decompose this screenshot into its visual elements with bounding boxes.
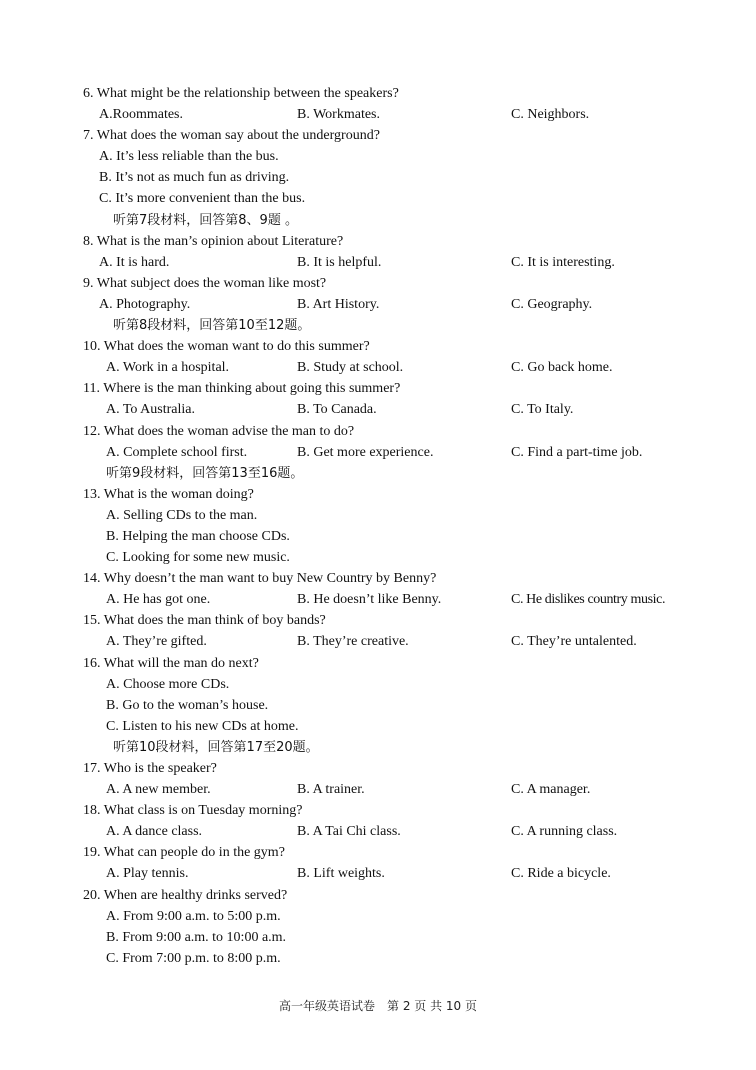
question-stem: 10. What does the woman want to do this summer? xyxy=(83,339,370,355)
option-b: B. They’re creative. xyxy=(297,634,409,650)
section-instruction: 听第10段材料，回答第17至20题。 xyxy=(113,739,319,755)
option-b: B. Lift weights. xyxy=(297,866,385,882)
options-row xyxy=(83,779,723,800)
question-stem: 12. What does the woman advise the man to do? xyxy=(83,423,355,439)
option-a: A. They’re gifted. xyxy=(106,634,207,650)
option-a: A. Selling CDs to the man. xyxy=(106,507,258,523)
option-a: A. From 9:00 a.m. to 5:00 p.m. xyxy=(106,908,281,924)
options-row xyxy=(83,357,723,378)
section-instruction: 听第7段材料，回答第8、9题 。 xyxy=(113,212,298,228)
question-stem: 20. When are healthy drinks served? xyxy=(83,887,288,903)
option-a: A. Choose more CDs. xyxy=(106,676,230,692)
option-a: A. A dance class. xyxy=(106,824,203,840)
options-row xyxy=(83,631,723,652)
option-c: C. He dislikes country music. xyxy=(511,592,666,608)
option-c: C. Ride a bicycle. xyxy=(511,866,611,882)
option-c: C. Go back home. xyxy=(511,360,613,376)
section-instruction: 听第9段材料，回答第13至16题。 xyxy=(106,465,304,481)
option-c: C. Looking for some new music. xyxy=(106,550,290,566)
option-c: C. To Italy. xyxy=(511,402,574,418)
question-stem: 11. Where is the man thinking about going this summer? xyxy=(83,381,401,397)
option-b: B. A Tai Chi class. xyxy=(297,824,401,840)
option-a: A. Complete school first. xyxy=(106,444,248,460)
option-a: A. To Australia. xyxy=(106,402,195,418)
question-stem: 7. What does the woman say about the underground? xyxy=(83,128,380,144)
option-b: B. To Canada. xyxy=(297,402,377,418)
question-stem: 17. Who is the speaker? xyxy=(83,761,217,776)
question-stem: 9. What subject does the woman like most? xyxy=(83,275,327,291)
page-footer: 高一年级英语试卷 第 2 页 共 10 页 xyxy=(279,999,477,1013)
option-a: A. It’s less reliable than the bus. xyxy=(99,149,279,165)
option-a: A. A new member. xyxy=(106,782,211,798)
question-stem: 16. What will the man do next? xyxy=(83,655,259,671)
option-a: A.Roommates. xyxy=(99,107,183,123)
option-c: C. A running class. xyxy=(511,824,618,840)
option-c: C. They’re untalented. xyxy=(511,634,637,650)
option-c: C. It’s more convenient than the bus. xyxy=(99,191,306,207)
option-c: C. Geography. xyxy=(511,296,593,312)
option-b: B. Workmates. xyxy=(297,107,380,123)
option-b: B. Art History. xyxy=(297,296,380,312)
options-row xyxy=(83,589,723,610)
question-stem: 19. What can people do in the gym? xyxy=(83,845,285,861)
question-stem: 15. What does the man think of boy bands? xyxy=(83,613,326,629)
option-c: C. Listen to his new CDs at home. xyxy=(106,718,299,734)
option-b: B. He doesn’t like Benny. xyxy=(297,592,442,608)
option-b: B. A trainer. xyxy=(297,782,365,798)
option-b: B. Go to the woman’s house. xyxy=(106,697,269,713)
question-stem: 13. What is the woman doing? xyxy=(83,486,254,502)
option-b: B. Study at school. xyxy=(297,360,404,376)
option-a: A. It is hard. xyxy=(99,254,170,270)
options-row xyxy=(83,442,723,463)
options-row xyxy=(83,252,723,273)
option-c: C. It is interesting. xyxy=(511,254,615,270)
question-stem: 14. Why doesn’t the man want to buy New Country by Benny? xyxy=(83,571,437,587)
options-row xyxy=(83,399,723,420)
option-c: C. Neighbors. xyxy=(511,107,590,123)
question-stem: 18. What class is on Tuesday morning? xyxy=(83,803,303,819)
option-b: B. Helping the man choose CDs. xyxy=(106,528,290,544)
options-row xyxy=(83,863,723,884)
option-a: A. He has got one. xyxy=(106,592,211,608)
option-a: A. Photography. xyxy=(99,296,191,312)
question-stem: 8. What is the man’s opinion about Literature? xyxy=(83,233,344,249)
question-list xyxy=(83,83,723,969)
option-b: B. It’s not as much fun as driving. xyxy=(99,170,290,186)
option-a: A. Work in a hospital. xyxy=(106,360,230,376)
option-b: B. It is helpful. xyxy=(297,254,382,270)
options-row xyxy=(83,104,723,125)
option-c: C. Find a part-time job. xyxy=(511,444,643,460)
option-c: C. A manager. xyxy=(511,782,591,798)
option-c: C. From 7:00 p.m. to 8:00 p.m. xyxy=(106,950,281,966)
section-instruction: 听第8段材料，回答第10至12题。 xyxy=(113,318,311,334)
question-stem: 6. What might be the relationship between the speakers? xyxy=(83,86,399,101)
option-b: B. From 9:00 a.m. to 10:00 a.m. xyxy=(106,929,287,945)
option-a: A. Play tennis. xyxy=(106,866,189,882)
options-row xyxy=(83,821,723,842)
option-b: B. Get more experience. xyxy=(297,444,434,460)
options-row xyxy=(83,294,723,315)
